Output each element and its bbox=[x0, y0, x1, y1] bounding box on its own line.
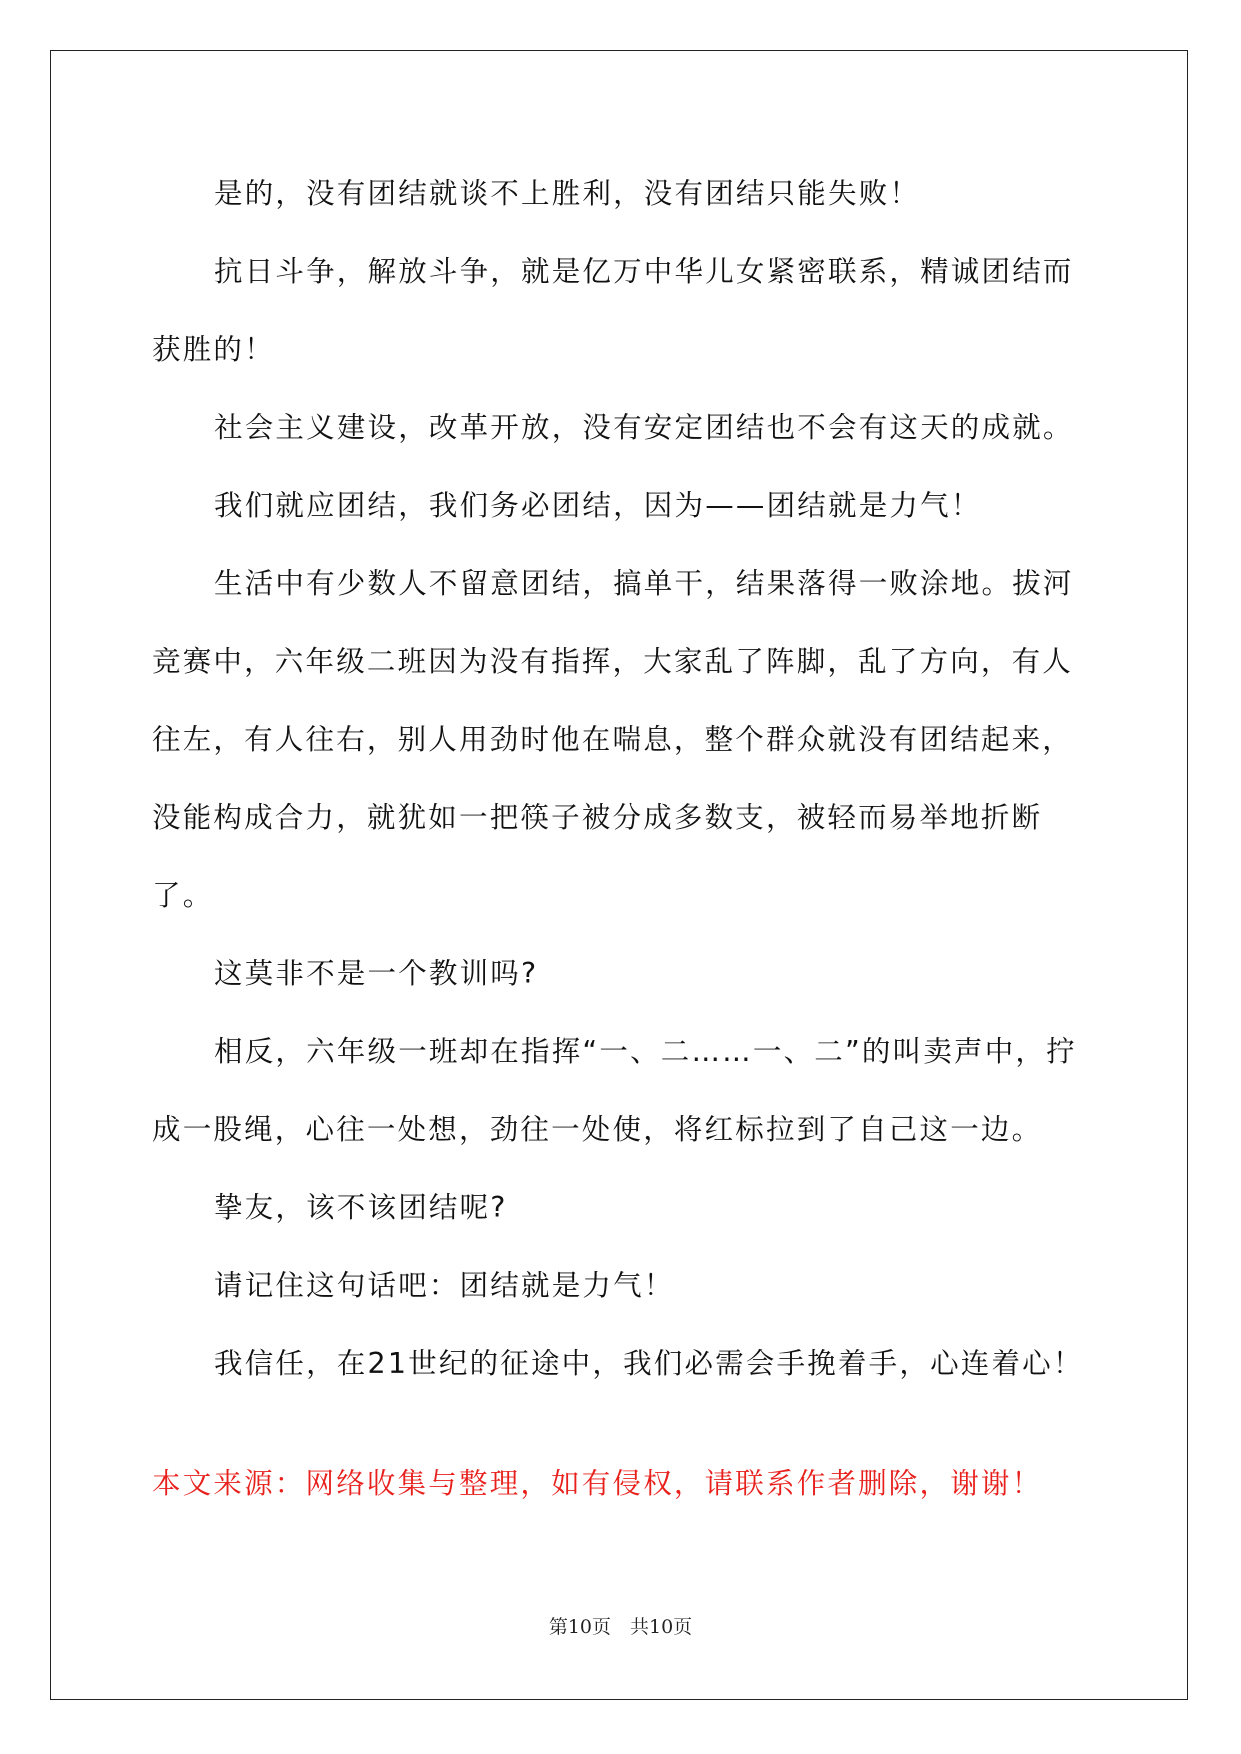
paragraph: 我们就应团结，我们务必团结，因为——团结就是力气！ bbox=[214, 489, 982, 522]
page-number-footer: 第10页 共10页 bbox=[548, 1616, 693, 1638]
paragraph: 相反，六年级一班却在指挥“一、二……一、二”的叫卖声中，拧成一股绳，心往一处想，劲往一处使，将红标拉到了自己这一边。 bbox=[152, 1035, 1077, 1146]
paragraph: 这莫非不是一个教训吗? bbox=[214, 957, 539, 990]
paragraph: 抗日斗争，解放斗争，就是亿万中华儿女紧密联系，精诚团结而获胜的！ bbox=[152, 255, 1074, 366]
source-disclaimer: 本文来源：网络收集与整理，如有侵权，请联系作者删除，谢谢！ bbox=[152, 1467, 1043, 1500]
paragraph: 社会主义建设，改革开放，没有安定团结也不会有这天的成就。 bbox=[214, 411, 1074, 444]
paragraph: 挚友，该不该团结呢? bbox=[214, 1191, 508, 1224]
paragraph: 请记住这句话吧：团结就是力气！ bbox=[214, 1269, 675, 1302]
paragraph: 生活中有少数人不留意团结，搞单干，结果落得一败涂地。拔河竞赛中，六年级二班因为没有指挥，大家乱了阵脚，乱了方向，有人往左，有人往右，别人用劲时他在喘息，整个群众就没有团结起来，没能构成合力，就犹如一把筷子被分成多数支，被轻而易举地折断了。 bbox=[152, 567, 1074, 912]
paragraph: 是的，没有团结就谈不上胜利，没有团结只能失败！ bbox=[214, 177, 921, 210]
paragraph: 我信任，在21世纪的征途中，我们必需会手挽着手，心连着心！ bbox=[214, 1347, 1084, 1380]
document-body bbox=[152, 155, 1092, 1403]
